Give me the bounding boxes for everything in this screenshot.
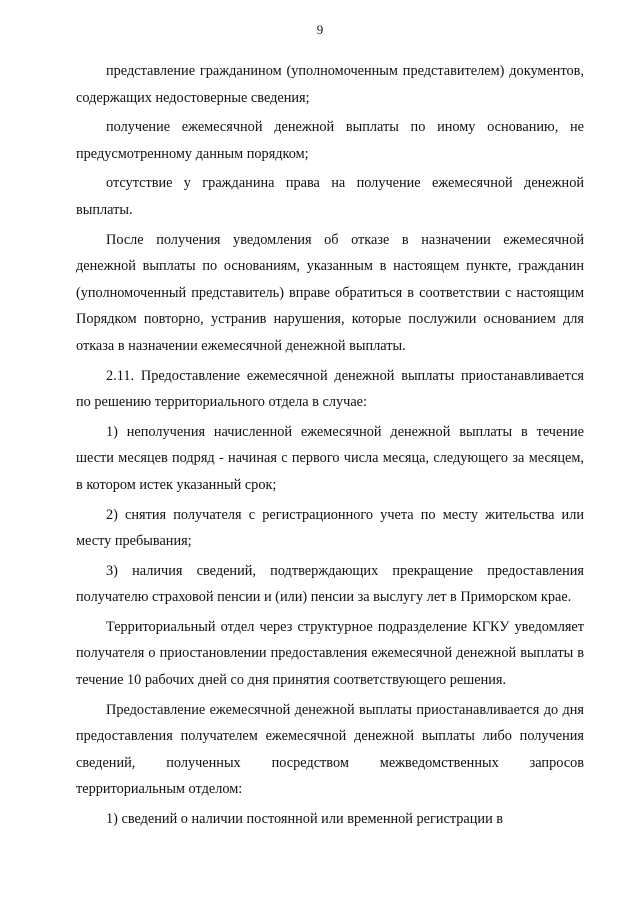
paragraph-notification: Территориальный отдел через структурное подразделение КГКУ уведомляет получателя о приостановлении предоставления ежемесячной денежной выплаты в течение 10 рабочих дней со дня принятия соответствующего решения.	[76, 618, 584, 689]
paragraph-item-2-deregistration: 2) снятия получателя с регистрационного учета по месту жительства или месту пребывания;	[76, 506, 584, 550]
paragraph-invalid-documents: представление гражданином (уполномоченным представителем) документов, содержащих недостоверные сведения;	[76, 63, 584, 106]
paragraph-item-1-non-receipt: 1) неполучения начисленной ежемесячной денежной выплаты в течение шести месяцев подряд - начиная с первого числа месяца, следующего за месяцем, в котором истек указанный срок;	[76, 423, 584, 493]
paragraph-suspension-until: Предоставление ежемесячной денежной выплаты приостанавливается до дня предоставления получателем ежемесячной денежной выплаты либо получения сведений, полученных посредством межведомственных запросов территориальным отделом:	[76, 701, 584, 798]
document-body	[76, 58, 584, 833]
paragraph-no-right: отсутствие у гражданина права на получение ежемесячной денежной выплаты.	[76, 175, 584, 218]
paragraph-2-11-suspension: 2.11. Предоставление ежемесячной денежной выплаты приостанавливается по решению территориального отдела в случае:	[76, 367, 584, 411]
paragraph-item-1-registration: 1) сведений о наличии постоянной или временной регистрации в	[106, 811, 504, 828]
paragraph-other-basis: получение ежемесячной денежной выплаты по иному основанию, не предусмотренному данным порядком;	[76, 119, 584, 162]
page-number: 9	[316, 22, 324, 37]
paragraph-item-3-pension-termination: 3) наличия сведений, подтверждающих прекращение предоставления получателю страховой пенсии и (или) пенсии за выслугу лет в Приморском крае.	[76, 562, 584, 606]
paragraph-after-refusal: После получения уведомления об отказе в назначении ежемесячной денежной выплаты по основаниям, указанным в настоящем пункте, гражданин (уполномоченный представитель) вправе обратиться в соответствии с настоящим Порядком повторно, устранив нарушения, которые послужили основанием для отказа в назначении ежемесячной денежной выплаты.	[76, 231, 584, 354]
